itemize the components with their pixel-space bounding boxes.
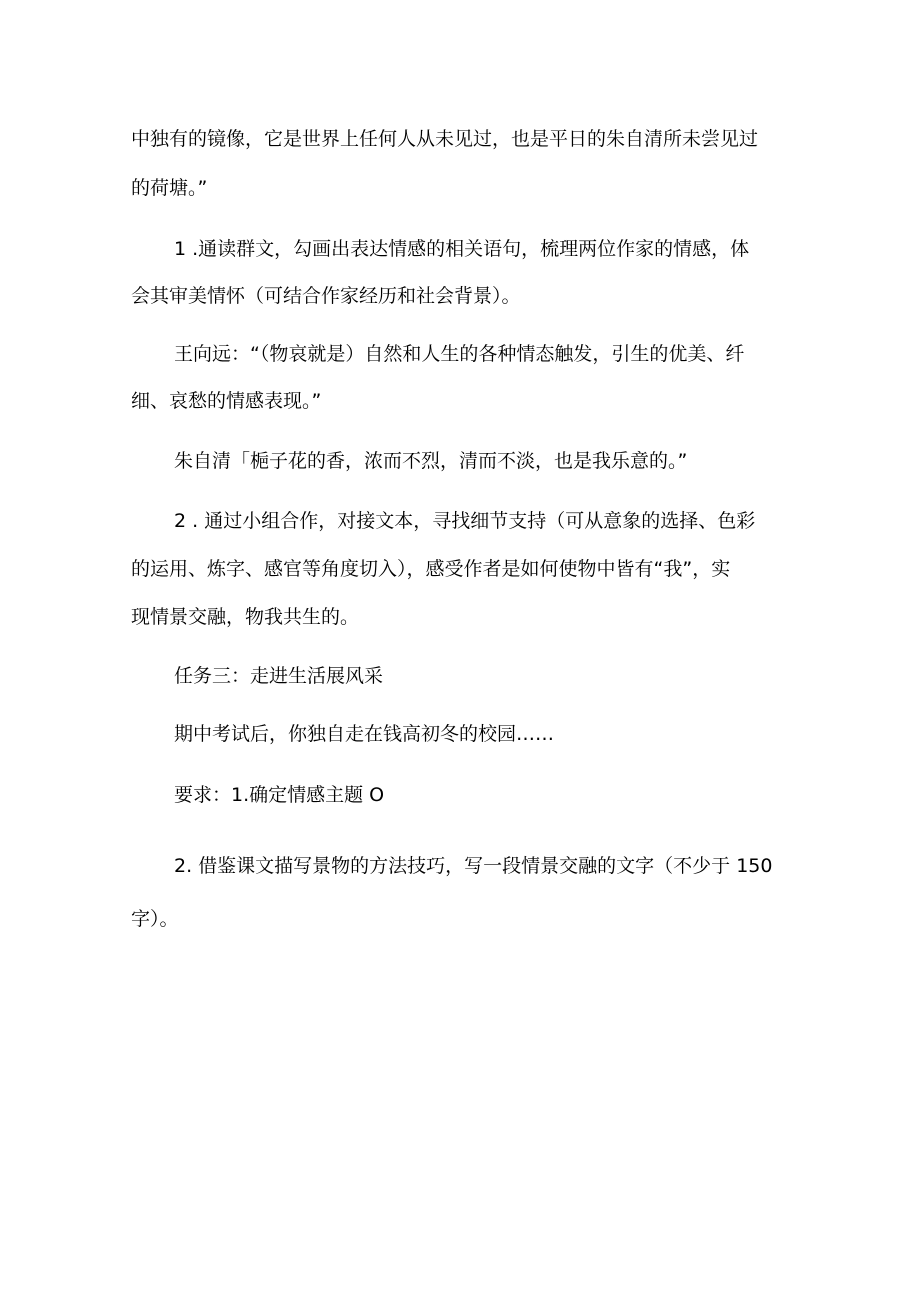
task-item-2-line: 的运用、炼字、感官等角度切入），感受作者是如何使物中皆有“我”，实 bbox=[131, 558, 731, 580]
task-item-2-line: 2 . 通过小组合作，对接文本，寻找细节支持（可从意象的选择、色彩 bbox=[174, 510, 756, 532]
quote-line: 细、哀愁的情感表现。” bbox=[131, 390, 322, 412]
section-heading: 任务三：走进生活展风采 bbox=[174, 665, 384, 687]
task-item-1-line: 1 .通读群文，勾画出表达情感的相关语句，梳理两位作家的情感，体 bbox=[174, 238, 750, 260]
quote-line: 朱自清「梔子花的香，浓而不烈，清而不淡，也是我乐意的。” bbox=[174, 450, 688, 472]
task-item-2-line: 现情景交融，物我共生的。 bbox=[131, 606, 360, 628]
task-item-1-line: 会其审美情怀（可结合作家经历和社会背景）。 bbox=[131, 285, 521, 307]
requirement-line: 字）。 bbox=[131, 908, 179, 930]
requirement-line: 要求：1.确定情感主题 O bbox=[174, 784, 385, 806]
paragraph-line: 中独有的镜像，它是世界上任何人从未见过，也是平日的朱自清所未尝见过 bbox=[131, 128, 759, 150]
requirement-line: 2. 借鉴课文描写景物的方法技巧，写一段情景交融的文字（不少于 150 bbox=[174, 855, 773, 877]
paragraph-line: 期中考试后，你独自走在钱高初冬的校园…… bbox=[174, 723, 555, 745]
quote-line: 王向远：“（物哀就是）自然和人生的各种情态触发，引生的优美、纤 bbox=[174, 343, 745, 365]
paragraph-line: 的荷塘。” bbox=[131, 177, 208, 199]
